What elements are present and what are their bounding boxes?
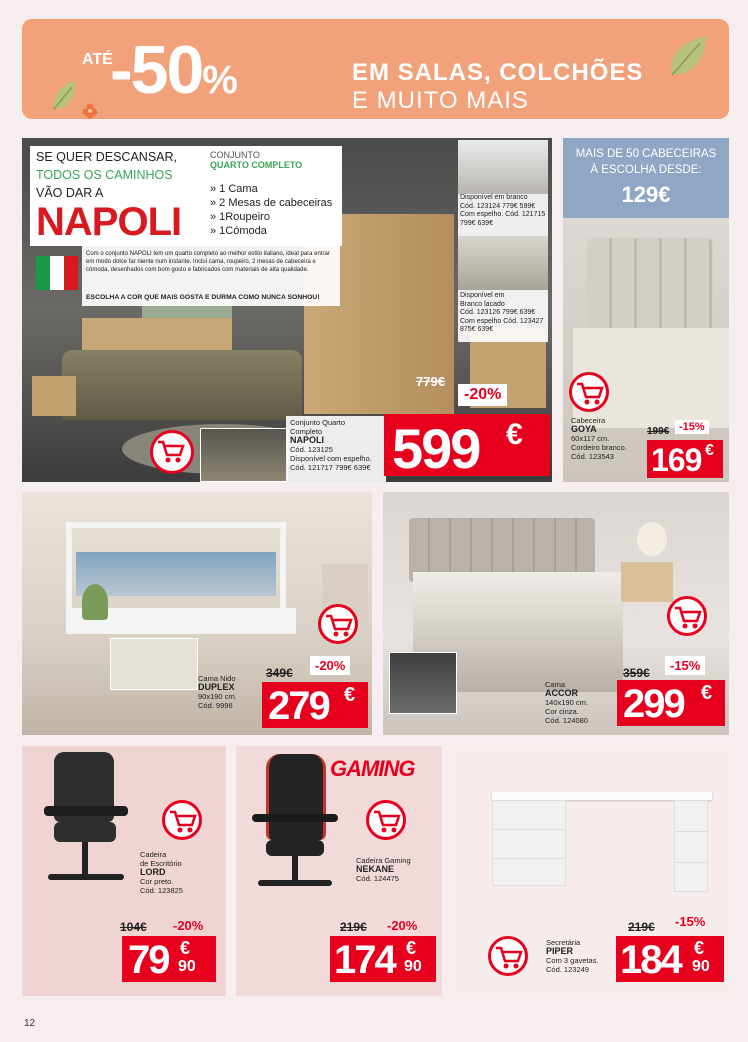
gaming-chair-image <box>252 754 338 904</box>
piper-panel <box>452 746 729 996</box>
napoli-brand: NAPOLI <box>36 200 182 244</box>
napoli-item: » 1Cómoda <box>210 225 267 237</box>
cart-icon <box>324 612 354 638</box>
napoli-item: » 2 Mesas de cabeceiras <box>210 197 333 209</box>
storage-bed-thumbnail <box>389 652 457 714</box>
goya-caption: Cabeceira GOYA 60x117 cm. Cordeiro branco. Cód. 123543 <box>571 416 627 461</box>
lamp-image <box>637 522 667 556</box>
headboard-image <box>587 238 713 334</box>
goya-discount-badge: -15% <box>675 420 709 434</box>
promo-banner <box>22 19 729 119</box>
page-number: 12 <box>24 1018 36 1029</box>
accor-panel <box>383 492 729 735</box>
goya-panel <box>563 138 729 482</box>
goya-old-price: 199€ <box>647 426 670 437</box>
napoli-item: » 1 Cama <box>210 183 258 195</box>
gaming-badge: GAMING <box>330 756 415 781</box>
italy-flag-icon <box>36 256 78 290</box>
banner-discount: -50% <box>110 32 236 108</box>
piper-old-price: 219€ <box>628 920 655 934</box>
add-to-cart-button[interactable] <box>667 596 707 636</box>
accor-caption: Cama ACCOR 140x190 cm. Cor cinza. Cód. 124080 <box>545 680 588 725</box>
nightstand-image <box>621 562 673 602</box>
desk-drawers-image <box>492 800 566 886</box>
banner-prefix: ATÉ <box>82 51 113 68</box>
duplex-caption: Cama Nido DUPLEX 90x190 cm. Cód. 9996 <box>198 674 237 710</box>
duplex-discount-badge: -20% <box>310 656 350 675</box>
duplex-price: 279 € <box>262 682 368 728</box>
daybed-mattress <box>76 552 276 596</box>
napoli-headline-1: SE QUER DESCANSAR, <box>36 150 178 164</box>
bed-blanket <box>62 350 302 420</box>
napoli-caption: Conjunto Quarto Completo NAPOLI Cód. 123125 Disponível com espelho. Cód. 121717 799€ 639€ <box>290 418 372 472</box>
piper-discount-badge: -15% <box>675 914 706 929</box>
lord-old-price: 104€ <box>120 920 147 934</box>
plant-image <box>82 584 108 620</box>
nekane-old-price: 219€ <box>340 920 367 934</box>
nekane-panel <box>236 746 442 996</box>
duplex-old-price: 349€ <box>266 666 293 680</box>
lord-panel <box>22 746 226 996</box>
napoli-price: 599 € <box>384 414 550 476</box>
napoli-variant1: Disponível em branco Cód. 123124 779€ 599€ Com espelho. Cód. 121715 799€ 639€ <box>460 194 546 227</box>
banner-line2: E MUITO MAIS <box>352 87 529 114</box>
nekane-discount-badge: -20% <box>387 918 418 933</box>
lord-caption: Cadeira de Escritório LORD Cor preto. Cód. 123825 <box>140 850 183 895</box>
accor-discount-badge: -15% <box>665 656 705 675</box>
cart-icon <box>673 604 703 630</box>
napoli-items-list <box>210 182 332 238</box>
nekane-price: 174 € 90 <box>330 936 436 982</box>
add-to-cart-button[interactable] <box>569 372 609 412</box>
piper-price: 184 € 90 <box>616 936 724 982</box>
add-to-cart-button[interactable] <box>488 936 528 976</box>
napoli-white-thumbnail <box>458 140 548 194</box>
banner-line1: EM SALAS, COLCHÕES <box>352 59 644 86</box>
add-to-cart-button[interactable] <box>318 604 358 644</box>
goya-from-price: 129€ <box>621 182 671 207</box>
napoli-old-price: 779€ <box>416 374 445 389</box>
piper-caption: Secretária PIPER Com 3 gavetas. Cód. 123249 <box>546 938 599 974</box>
desk-shelf-image <box>674 800 708 892</box>
napoli-room-thumbnail <box>200 428 288 482</box>
napoli-set-label-1: CONJUNTO <box>210 150 260 160</box>
lord-discount-badge: -20% <box>173 918 204 933</box>
goya-headline-1: MAIS DE 50 CABECEIRAS <box>575 148 717 160</box>
desk-top-image <box>492 792 712 800</box>
napoli-variant2: Disponível em Branco lacado Cód. 123126 799€ 639€ Com espelho Cód. 123427 875€ 639€ <box>460 292 544 333</box>
napoli-set-label-2: QUARTO COMPLETO <box>210 160 303 170</box>
accor-old-price: 359€ <box>623 666 650 680</box>
add-to-cart-button[interactable] <box>162 800 202 840</box>
napoli-panel <box>22 138 552 482</box>
napoli-item: » 1Roupeiro <box>210 211 270 223</box>
nekane-caption: Cadeira Gaming NEKANE Cód. 124475 <box>356 856 411 883</box>
add-to-cart-button[interactable] <box>366 800 406 840</box>
napoli-lacquered-thumbnail <box>458 236 548 290</box>
cart-icon <box>372 808 402 834</box>
leaf-icon <box>662 31 712 81</box>
cart-icon <box>156 438 186 464</box>
lord-price: 79 € 90 <box>122 936 216 982</box>
goya-price: 169 € <box>647 440 723 478</box>
napoli-slogan: ESCOLHA A COR QUE MAIS GOSTA E DURMA COMO NUNCA SONHOU! <box>86 294 320 301</box>
goya-headline-2: À ESCOLHA DESDE: <box>590 164 702 176</box>
leaf-icon <box>50 79 80 113</box>
cart-icon <box>494 944 524 970</box>
cart-icon <box>575 380 605 406</box>
napoli-headline-2: TODOS OS CAMINHOS <box>36 168 173 182</box>
cart-icon <box>168 808 198 834</box>
add-to-cart-button[interactable] <box>150 430 194 474</box>
napoli-description: Com o conjunto NAPOLI tem um quarto completo ao melhor estilo italiano, ideal para entrar em modo dolce far niente num instante. Inclui cama, roupeiro, 2 mesas de cabeceira e cómoda, desenhados com bom gosto e fabricados com materiais de alta qualidade. <box>86 251 330 273</box>
accor-price: 299 € <box>617 680 725 726</box>
napoli-headline-3: VÃO DAR A <box>36 186 104 200</box>
duplex-thumbnail <box>110 638 198 690</box>
duplex-panel <box>22 492 372 735</box>
napoli-discount-badge: -20% <box>458 384 507 406</box>
office-chair-image <box>44 752 128 902</box>
flower-icon <box>82 103 98 119</box>
nightstand-image <box>32 376 76 416</box>
